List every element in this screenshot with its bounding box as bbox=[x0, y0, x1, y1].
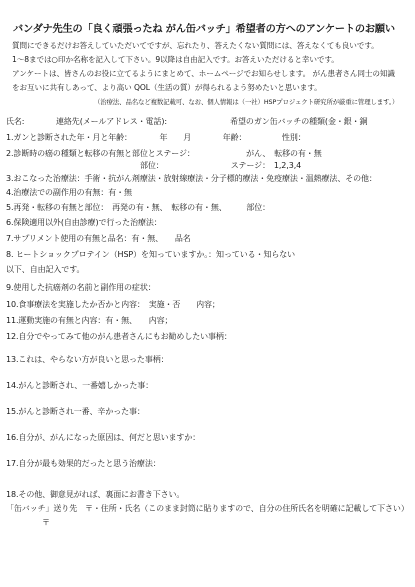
field-q11-exercise: 11.運動実施の有無と内容：有・無、 内容； bbox=[6, 316, 173, 325]
free-entry-heading: 以下、自由記入です。 bbox=[6, 265, 85, 274]
field-q5-recurrence: 5.再発・転移の有無と部位： 再発の有・無、 転移の有・無、 部位： bbox=[6, 203, 271, 212]
field-q15-hardest: 15.がんと診断され一番、辛かった事： bbox=[6, 407, 145, 416]
field-q3-treatment: 3.おこなった治療法：手術・抗がん剤療法・放射線療法・分子標的療法・免疫療法・温熱療法、その他： bbox=[6, 174, 377, 183]
field-q9-anticancer: 9.使用した抗癌剤の名前と副作用の症状： bbox=[6, 283, 156, 292]
badge-shipping-address: 「缶バッチ」送り先 〒・住所・氏名（このまま封筒に貼りますので、自分の住所氏名を明確に記載して下さい） bbox=[6, 504, 409, 513]
intro-line-2: 1～8までは○印か名称を記入して下さい。9以降は自由記入です。お答えいただけると幸いです。 bbox=[12, 55, 339, 64]
field-name-contact: 氏名: 連絡先(メールアドレス・電話): 希望のガン缶バッチの種類(金・銀・銅 bbox=[6, 117, 368, 126]
field-q6-free-treatment: 6.保険適用以外(自由診療)で行った治療法： bbox=[6, 218, 162, 227]
field-q14-happiest: 14.がんと診断され、一番嬉しかった事： bbox=[6, 381, 154, 390]
field-q18-comments: 18.その他、御意見がれば、裏面にお書き下さい。 bbox=[6, 490, 185, 499]
field-q1-diagnosis: 1.ガンと診断された年・月と年齢： 年 月 年齢： 性別： bbox=[6, 133, 306, 142]
field-q13-avoid: 13.これは、やらない方が良いと思った事柄： bbox=[6, 355, 169, 364]
field-q17-effective: 17.自分が最も効果的だったと思う治療法： bbox=[6, 459, 161, 468]
field-q2-cancer-type: 2.診断時の癌の種類と転移の有無と部位とステージ： がん、 転移の有・無 bbox=[6, 149, 322, 158]
intro-line-4: をお互いに共有しあって、より高い QOL（生活の質）が得られるよう努めたいと思います。 bbox=[12, 83, 322, 92]
survey-title: バンダナ先生の「良く頑張ったね がん缶バッチ」希望者の方へのアンケートのお願い bbox=[13, 24, 395, 35]
postal-mark: 〒 bbox=[42, 518, 50, 527]
intro-line-1: 質問にできるだけお答えしていただいてですが、忘れたり、答えたくない質問には、答えなくても良いです。 bbox=[12, 41, 379, 50]
field-q8-hsp: 8. ヒートショックプロテイン（HSP）を知っていますか。：知っている・知らない bbox=[6, 250, 296, 259]
intro-line-3: アンケートは、皆さんのお役に立てるようにまとめて、ホームページでお知らせします。 がん患者さん同士の知識 bbox=[12, 69, 395, 78]
field-q2-stage: 部位： ステージ： 1,2,3,4 bbox=[140, 161, 302, 170]
field-q12-recommend: 12.自分でやってみて他のがん患者さんにもお勧めしたい事柄： bbox=[6, 332, 232, 341]
field-q4-side-effects: 4.治療法での副作用の有無：有・無 bbox=[6, 188, 132, 197]
field-q7-supplements: 7.サプリメント使用の有無と品名：有・無、 品名 bbox=[6, 234, 191, 243]
field-q10-diet: 10.食事療法を実施したか否かと内容： 実施・否 内容； bbox=[6, 300, 220, 309]
field-q16-cause: 16.自分が、がんになった原因は、何だと思いますか： bbox=[6, 433, 201, 442]
privacy-note: （治療法、品名など複数記載可、なお、個人情報は（一社）HSPプロジェクト研究所が厳重に管理します。） bbox=[94, 98, 399, 106]
